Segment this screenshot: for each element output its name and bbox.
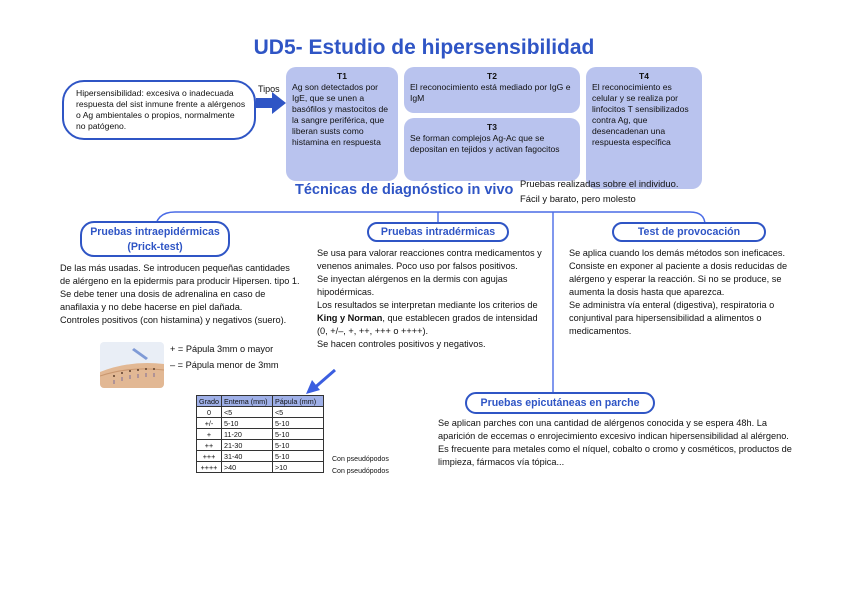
section-note-line-2: Fácil y barato, pero molesto xyxy=(520,193,636,204)
type-4-text: El reconocimiento es celular y se realiza por linfocitos T sensibilizados contra Ag, que desencadenan una respuesta específica xyxy=(592,82,689,147)
table-row xyxy=(197,418,324,429)
cell-papula: 5-10 xyxy=(272,429,323,440)
type-3-text: Se forman complejos Ag-Ac que se depositan en tejidos y activan fagocitos xyxy=(410,133,560,154)
type-1-text: Ag son detectados por IgE, que se unen a basófilos y mastocitos de la sangre periférica, que liberan susts como histamina en respuesta xyxy=(292,82,389,147)
section-note xyxy=(520,176,678,206)
grade-table-header-row xyxy=(197,396,324,407)
cell-grado: +/- xyxy=(197,418,222,429)
intradermicas-para-2: Se inyectan alérgenos en la dermis con agujas hipodérmicas. xyxy=(317,274,508,297)
cell-entema: 31-40 xyxy=(221,451,272,462)
intradermicas-para-3 xyxy=(317,299,549,338)
type-4-heading: T4 xyxy=(639,71,649,81)
para-3-start: Los resultados se interpretan mediante los criterios de xyxy=(317,300,538,310)
intraepidermicas-heading-line-2: (Prick-test) xyxy=(127,241,183,253)
cell-grado: 0 xyxy=(197,407,222,418)
table-row xyxy=(197,440,324,451)
provocacion-text: Se aplica cuando los demás métodos son ineficaces. Consiste en exponer al paciente a dosis reducidas de alérgeno y esperar la reacción. Si no se produce, se aumenta la dosis hasta que aparezca. Se administra vía enteral (digestiva), respiratoria o conjuntival para hipersensibilidad a alimentos o medicamentos. xyxy=(569,248,788,336)
cell-papula: 5-10 xyxy=(272,418,323,429)
type-1-heading: T1 xyxy=(337,71,347,81)
header-grado: Grado xyxy=(197,396,222,407)
pseudopodos-note-2: Con pseudópodos xyxy=(332,468,389,475)
provocacion-heading: Test de provocación xyxy=(612,222,766,242)
page-title: UD5- Estudio de hipersensibilidad xyxy=(253,36,595,59)
cell-papula: 5-10 xyxy=(272,440,323,451)
cell-entema: <5 xyxy=(221,407,272,418)
definition-box: Hipersensibilidad: excesiva o inadecuada respuesta del sist inmune frente a alérgenos o Ag ambientales o propios, normalmente no patógeno. xyxy=(62,80,256,140)
header-entema: Entema (mm) xyxy=(221,396,272,407)
pseudopodos-note-1: Con pseudópodos xyxy=(332,456,389,463)
intraepidermicas-text: De las más usadas. Se introducen pequeñas cantidades de alérgeno en la epidermis para producir Hipersen. tipo 1. Se debe tener una dosis de adrenalina en caso de anafilaxia y no debe hacerse en piel dañada. Controles positivos (con histamina) y negativos (suero). xyxy=(60,263,300,325)
section-title: Técnicas de diagnóstico in vivo xyxy=(295,182,514,198)
table-row xyxy=(197,407,324,418)
type-2-box xyxy=(404,67,580,113)
intradermicas-heading: Pruebas intradérmicas xyxy=(367,222,509,242)
intradermicas-para-1: Se usa para valorar reacciones contra medicamentos y venenos animales. Poco uso por falsos positivos. xyxy=(317,248,542,271)
cell-grado: ++ xyxy=(197,440,222,451)
cell-grado: +++ xyxy=(197,451,222,462)
cell-entema: 21-30 xyxy=(221,440,272,451)
table-row xyxy=(197,451,324,462)
right-arrow-icon xyxy=(256,92,288,114)
grade-table xyxy=(196,395,324,473)
legend-negative: – = Pápula menor de 3mm xyxy=(170,360,279,370)
cell-papula: >10 xyxy=(272,462,323,473)
type-2-text: El reconocimiento está mediado por IgG e IgM xyxy=(410,82,571,103)
cell-entema: 5-10 xyxy=(221,418,272,429)
intraepidermicas-heading-line-1: Pruebas intraepidérmicas xyxy=(90,226,220,238)
cell-grado: ++++ xyxy=(197,462,222,473)
intraepidermicas-heading xyxy=(80,221,230,257)
cell-entema: 11-20 xyxy=(221,429,272,440)
type-4-box xyxy=(586,67,702,189)
king-norman-bold: King y Norman xyxy=(317,313,383,323)
prick-test-arm-image xyxy=(100,342,164,388)
type-1-box xyxy=(286,67,398,181)
para-3-end: , que establecen grados de intensidad (0, +/–, +, ++, +++ o ++++). xyxy=(317,313,538,336)
cell-entema: >40 xyxy=(221,462,272,473)
type-3-box xyxy=(404,118,580,181)
cell-papula: <5 xyxy=(272,407,323,418)
intradermicas-text xyxy=(317,247,549,351)
cell-papula: 5-10 xyxy=(272,451,323,462)
cell-grado: + xyxy=(197,429,222,440)
type-2-heading: T2 xyxy=(487,71,497,81)
table-row xyxy=(197,462,324,473)
epicutaneas-heading: Pruebas epicutáneas en parche xyxy=(465,392,655,414)
type-3-heading: T3 xyxy=(487,122,497,132)
header-papula: Pápula (mm) xyxy=(272,396,323,407)
section-note-line-1: Pruebas realizadas sobre el individuo. xyxy=(520,178,679,189)
table-row xyxy=(197,429,324,440)
intradermicas-para-4: Se hacen controles positivos y negativos. xyxy=(317,339,486,349)
tipos-label: Tipos xyxy=(258,84,280,94)
legend-positive: + = Pápula 3mm o mayor xyxy=(170,344,274,354)
epicutaneas-text: Se aplican parches con una cantidad de alérgenos conocida y se espera 48h. La aparición de eccemas o enrojecimiento excesivo indican hipersensibilidad al alérgeno. Es frecuente para metales como el níquel, cobalto o cromo y cosméticos, productos de limpieza, fármacos vía tópica... xyxy=(438,418,792,467)
